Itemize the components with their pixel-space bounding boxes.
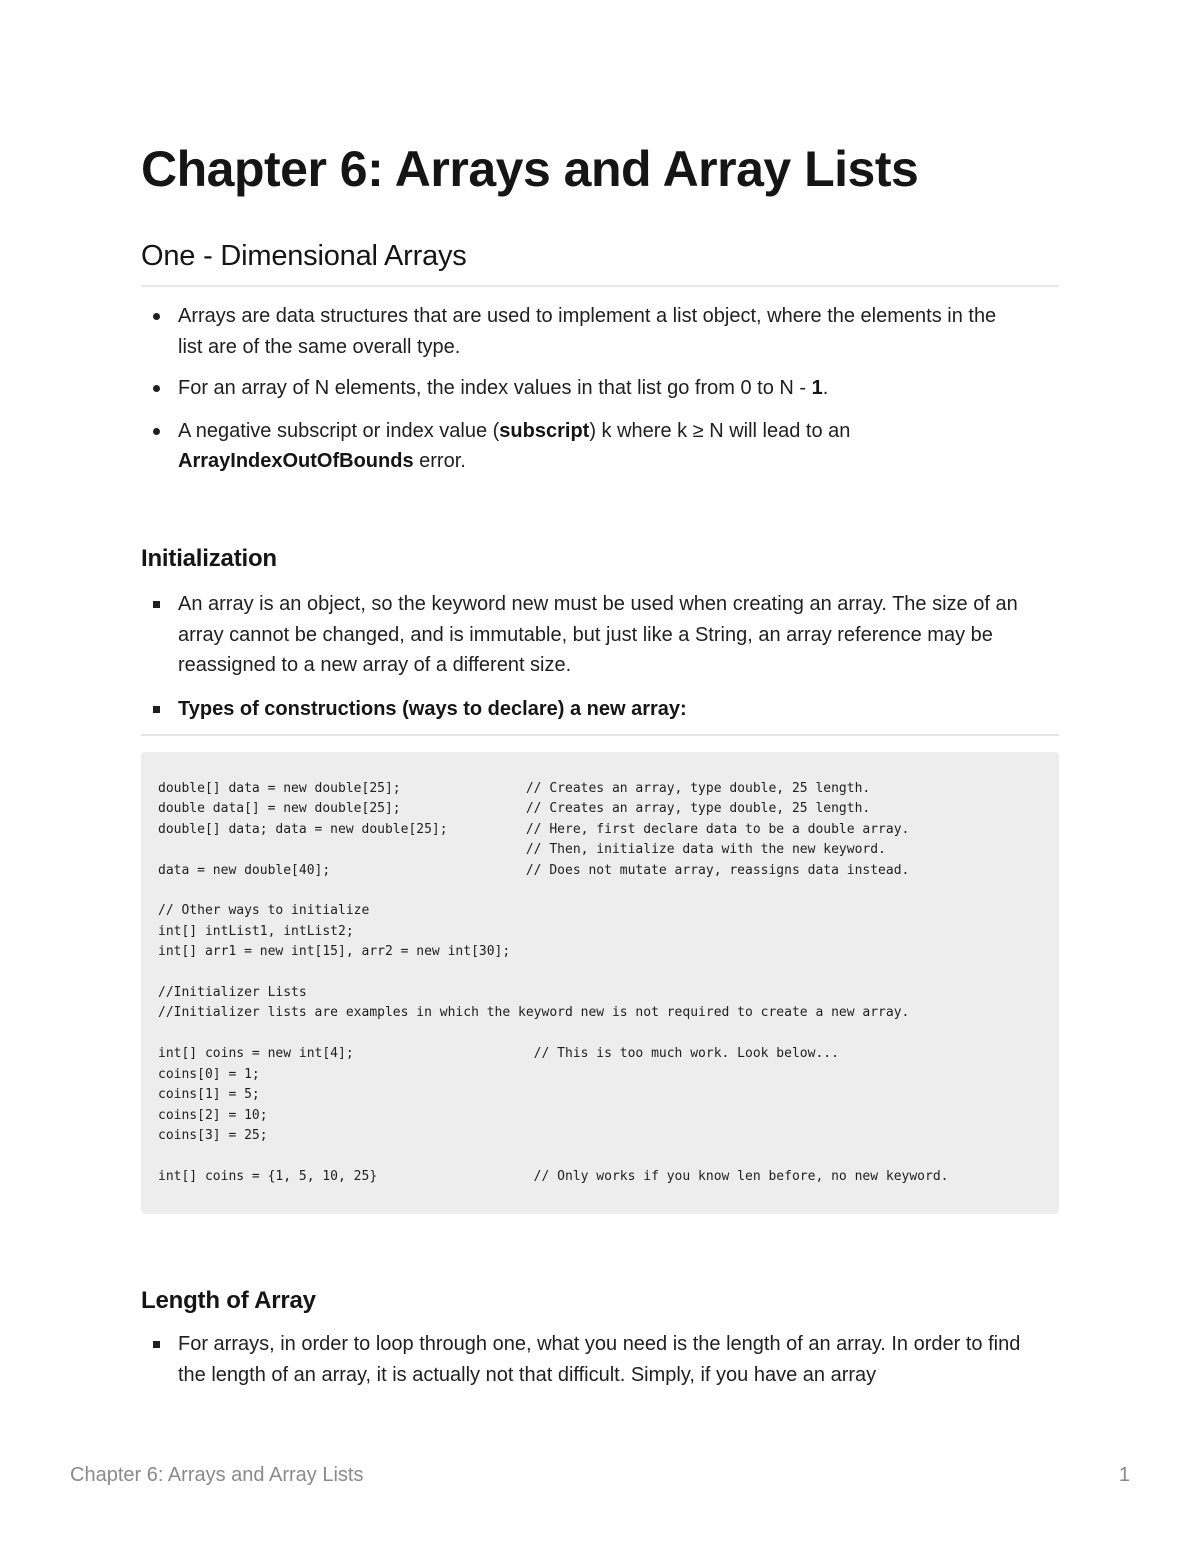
code-text: double[] data = new double[25]; // Creates an array, type double, 25 length. double data[] = new double[25]; // Creates an array, type double, 25 length. double[] data; data = new double[25]; // Here, first declare data to be a double array. // Then, initialize data with the new keyword. data = new double[40]; // Does not mutate array, reassigns data instead. // Other ways to initialize int[] intList1, intList2; int[] arr1 = new int[15], arr2 = new int[30]; //Initializer Lists //Initializer lists are examples in which the keyword new is not required to create a new array. int[] coins = new int[4]; // This is too much work. Look below... coins[0] = 1; coins[1] = 5; coins[2] = 10; coins[3] = 25; int[] coins = {1, 5, 10, 25} // Only works if you know len before, no new keyword. (158, 781, 949, 1184)
list-item: Arrays are data structures that are used to implement a list object, where the elements in the list are of the same overall type. (141, 301, 1021, 362)
list-item: A negative subscript or index value (subscript) k where k ≥ N will lead to an ArrayIndexOutOfBounds error. (141, 416, 1021, 477)
list-item: An array is an object, so the keyword new must be used when creating an array. The size of an array cannot be changed, and is immutable, but just like a String, an array reference may be reassigned to a new array of a different size. (141, 589, 1021, 681)
bullet-list-initialization (141, 589, 1021, 724)
bullet-square-icon (153, 706, 160, 713)
bullet-square-icon (153, 1341, 160, 1348)
code-block (141, 752, 1059, 1214)
bullet-dot-icon (153, 428, 160, 435)
bullet-dot-icon (153, 313, 160, 320)
list-item: For arrays, in order to loop through one, what you need is the length of an array. In order to find the length of an array, it is actually not that difficult. Simply, if you have an array (141, 1329, 1021, 1390)
section-heading-length-of-array: Length of Array (141, 1287, 316, 1314)
list-item: Types of constructions (ways to declare) a new array: (141, 694, 1021, 725)
code-divider (141, 734, 1059, 736)
bullet-list-arrays (141, 301, 1021, 477)
footer-page-number: 1 (1118, 1464, 1130, 1486)
list-item: For an array of N elements, the index values in that list go from 0 to N - 1. (141, 373, 1021, 404)
bullet-list-length (141, 1329, 1021, 1390)
section-heading-initialization: Initialization (141, 545, 277, 572)
footer-title: Chapter 6: Arrays and Array Lists (70, 1464, 364, 1486)
section-heading-one-dimensional-arrays: One - Dimensional Arrays (141, 240, 467, 272)
bullet-square-icon (153, 601, 160, 608)
section-divider (141, 285, 1059, 287)
bullet-dot-icon (153, 385, 160, 392)
page-title: Chapter 6: Arrays and Array Lists (141, 141, 919, 197)
